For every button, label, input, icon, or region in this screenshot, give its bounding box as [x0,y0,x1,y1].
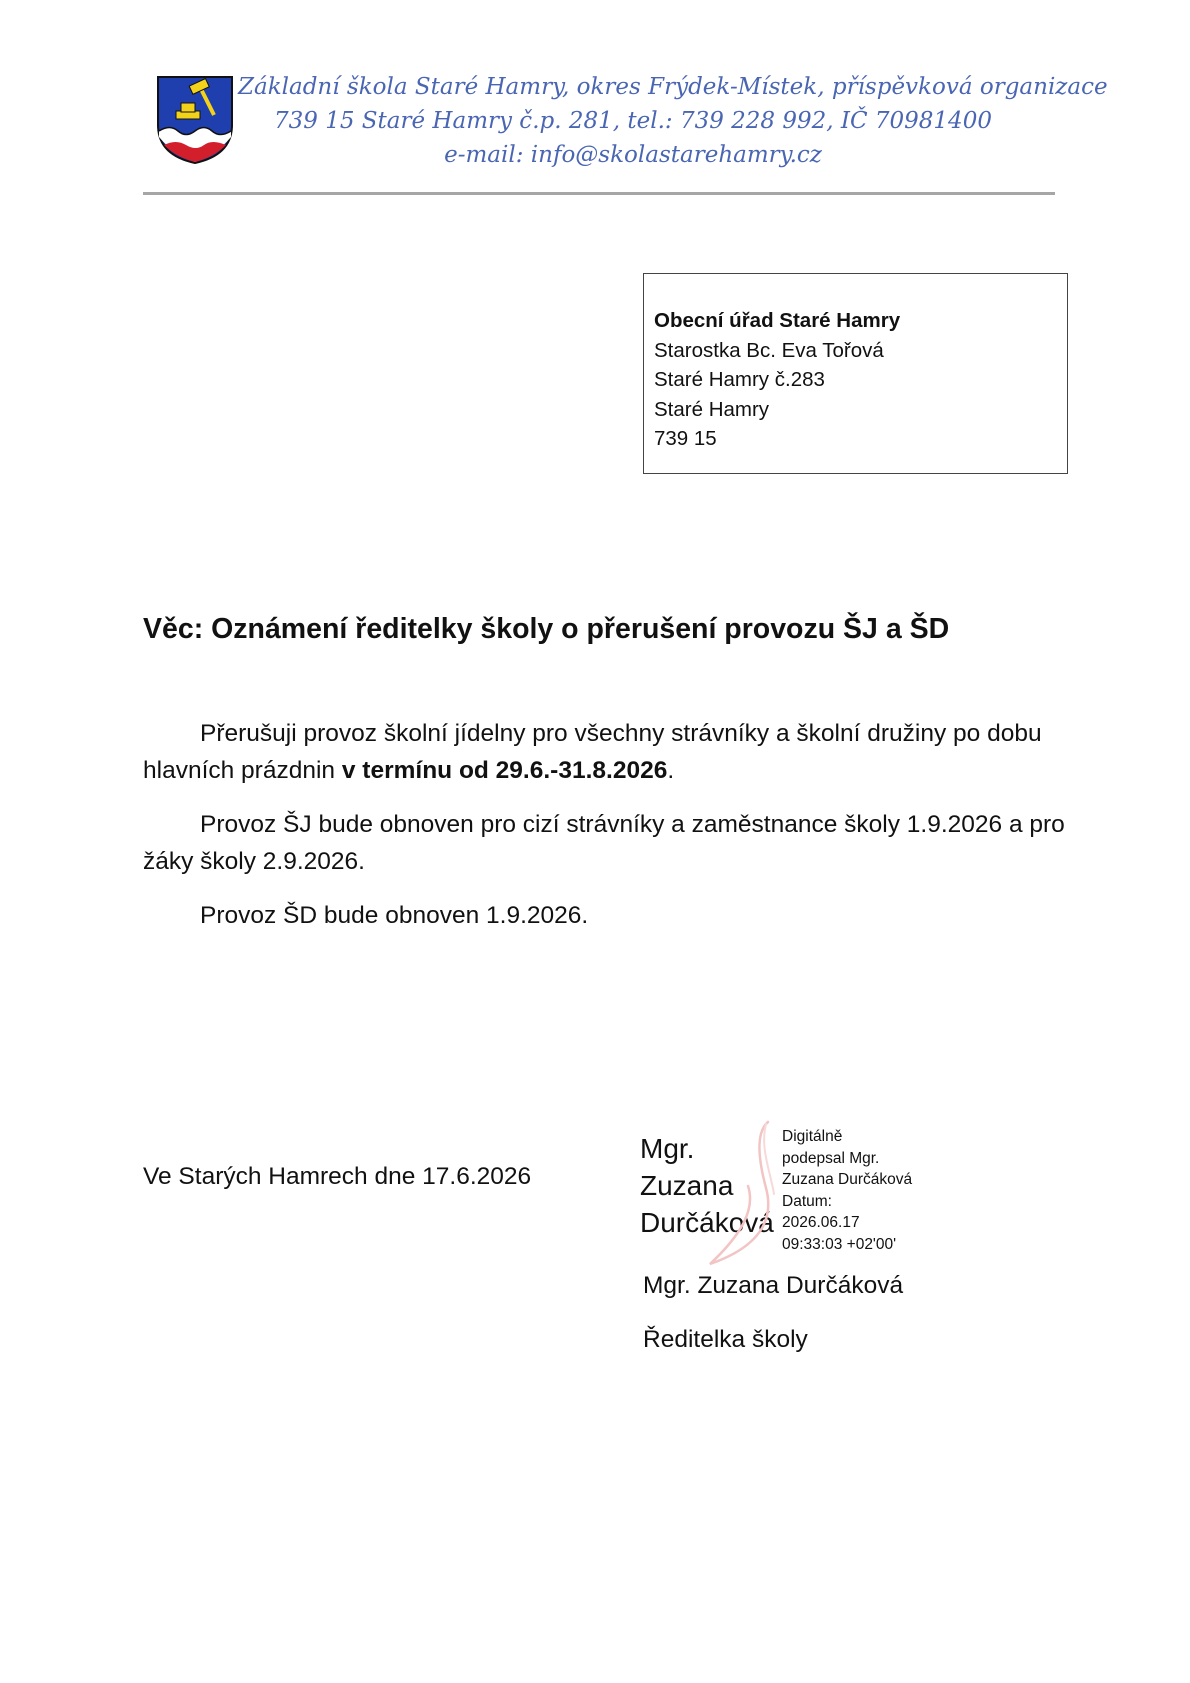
closure-text: Přerušuji provoz školní jídelny pro všechny strávníky a školní družiny po dobu hlavních prázdnin [143,720,1042,784]
recipient-street: Staré Hamry č.283 [654,368,825,391]
letterhead-line-email: e-mail: info@skolastarehamry.cz [444,142,822,168]
body-paragraph-canteen-reopening: Provoz ŠJ bude obnoven pro cizí strávníky a zaměstnance školy 1.9.2026 a pro žáky školy 2.9.2026. [143,811,1065,875]
signature-first-name: Zuzana [640,1170,734,1201]
body-paragraph-afterschool-reopening: Provoz ŠD bude obnoven 1.9.2026. [200,902,589,929]
place-and-date: Ve Starých Hamrech dne 17.6.2026 [143,1163,532,1190]
signature-detail-line: Zuzana Durčáková [782,1171,913,1188]
coat-of-arms-icon [156,75,234,165]
body-paragraph-closure [143,715,1073,789]
letter-body [143,715,1073,951]
school-letterhead [238,70,1108,172]
signature-time: 09:33:03 +02'00' [782,1235,897,1253]
signature-last-name: Durčáková [640,1207,774,1238]
recipient-organization: Obecní úřad Staré Hamry [654,309,901,332]
letterhead-line-name: Základní škola Staré Hamry, okres Frýdek-Místek, příspěvková organizace [238,74,1108,100]
signer-name: Mgr. Zuzana Durčáková [643,1272,904,1299]
letterhead-line-address: 739 15 Staré Hamry č.p. 281, tel.: 739 228 992, IČ 70981400 [274,108,992,134]
signature-date: 2026.06.17 [782,1214,860,1231]
closure-end: . [667,757,675,784]
signer-role: Ředitelka školy [643,1326,808,1353]
signature-title: Mgr. [640,1133,695,1164]
signature-watermark-icon [700,1118,780,1268]
recipient-person: Starostka Bc. Eva Tořová [654,338,884,362]
signature-detail-line: Datum: [782,1192,832,1210]
header-divider [143,192,1055,195]
signature-detail-line: podepsal Mgr. [782,1149,880,1167]
recipient-city: Staré Hamry [654,397,770,421]
recipient-address-box [643,273,1068,474]
closure-period: v termínu od 29.6.-31.8.2026 [341,757,668,784]
letter-subject: Věc: Oznámení ředitelky školy o přerušení provozu ŠJ a ŠD [143,613,950,645]
digital-signature-details [782,1126,912,1255]
signature-detail-line: Digitálně [782,1128,843,1145]
recipient-postal-code: 739 15 [654,427,717,450]
